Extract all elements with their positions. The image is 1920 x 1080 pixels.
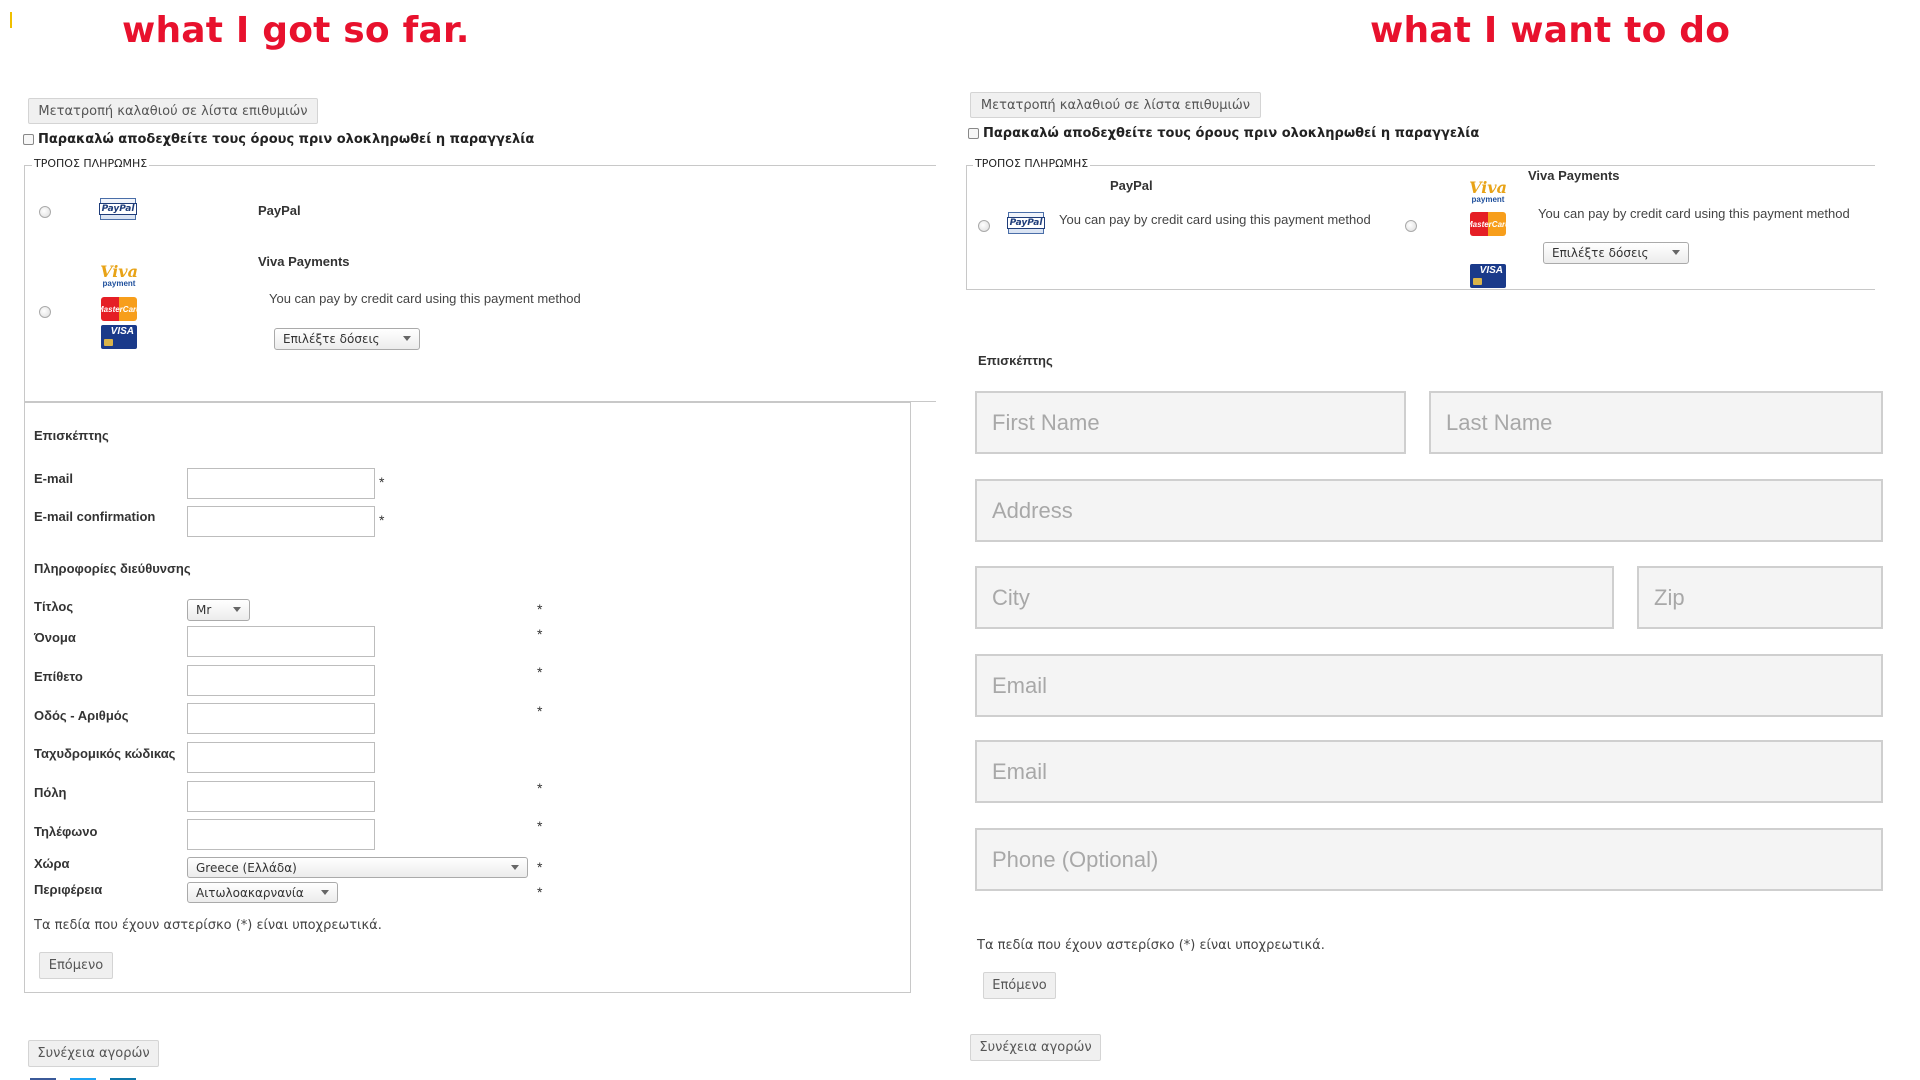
street-label: Οδός - Αριθμός bbox=[34, 708, 129, 723]
first-name-label: Όνομα bbox=[34, 630, 76, 645]
paypal-icon: PayPal bbox=[100, 198, 136, 220]
guest-form-box bbox=[24, 402, 911, 993]
email-required-star: * bbox=[379, 474, 385, 490]
email-label: E-mail bbox=[34, 471, 74, 486]
address-info-title: Πληροφορίες διεύθυνσης bbox=[34, 561, 191, 576]
phone-field[interactable] bbox=[975, 828, 1883, 891]
paypal-radio-desired[interactable] bbox=[978, 220, 990, 232]
postal-code-input[interactable] bbox=[187, 742, 375, 773]
payment-legend: ΤΡΟΠΟΣ ΠΛΗΡΩΜΗΣ bbox=[34, 157, 148, 170]
city-required-star: * bbox=[537, 780, 543, 796]
viva-name: Viva Payments bbox=[258, 254, 350, 269]
viva-payments-icon: Viva payment bbox=[100, 261, 138, 288]
email-confirm-label: E-mail confirmation bbox=[34, 509, 156, 524]
terms-label-desired: Παρακαλώ αποδεχθείτε τους όρους πριν ολοκληρωθεί η παραγγελία bbox=[983, 126, 1480, 141]
region-required-star: * bbox=[537, 884, 543, 900]
mastercard-icon-desired: MasterCard bbox=[1470, 212, 1506, 236]
paypal-name: PayPal bbox=[258, 203, 301, 218]
payment-fieldset-top-desired bbox=[966, 165, 1875, 166]
last-name-input[interactable] bbox=[187, 665, 375, 696]
wishlist-button[interactable]: Μετατροπή καλαθιού σε λίστα επιθυμιών bbox=[28, 98, 318, 124]
country-label: Χώρα bbox=[34, 856, 70, 871]
last-name-required-star: * bbox=[537, 664, 543, 680]
phone-input[interactable] bbox=[187, 819, 375, 850]
viva-payments-icon-desired: Viva payment bbox=[1469, 177, 1507, 204]
next-button[interactable]: Επόμενο bbox=[39, 952, 113, 979]
payment-legend-desired: ΤΡΟΠΟΣ ΠΛΗΡΩΜΗΣ bbox=[975, 157, 1089, 170]
required-note: Τα πεδία που έχουν αστερίσκο (*) είναι υποχρεωτικά. bbox=[34, 918, 382, 933]
visa-icon-desired: VISA bbox=[1470, 264, 1506, 288]
chevron-down-icon bbox=[403, 336, 411, 341]
first-name-field[interactable] bbox=[975, 391, 1406, 454]
city-label: Πόλη bbox=[34, 785, 67, 800]
chevron-down-icon bbox=[321, 890, 329, 895]
continue-shopping-button-desired[interactable]: Συνέχεια αγορών bbox=[970, 1034, 1101, 1061]
street-input[interactable] bbox=[187, 703, 375, 734]
email-confirm-field[interactable] bbox=[975, 740, 1883, 803]
guest-title-desired: Επισκέπτης bbox=[978, 353, 1053, 368]
email-confirm-input[interactable] bbox=[187, 506, 375, 537]
region-label: Περιφέρεια bbox=[34, 882, 103, 897]
payment-fieldset-left-desired bbox=[966, 165, 967, 290]
viva-description: You can pay by credit card using this payment method bbox=[269, 291, 581, 306]
last-name-label: Επίθετο bbox=[34, 669, 83, 684]
address-field[interactable] bbox=[975, 479, 1883, 542]
region-select[interactable]: Αιτωλοακαρνανία bbox=[187, 882, 338, 903]
paypal-description-desired: You can pay by credit card using this payment method bbox=[1059, 212, 1371, 227]
chevron-down-icon bbox=[511, 865, 519, 870]
first-name-input[interactable] bbox=[187, 626, 375, 657]
last-name-field[interactable] bbox=[1429, 391, 1883, 454]
chevron-down-icon bbox=[233, 607, 241, 612]
viva-name-desired: Viva Payments bbox=[1528, 168, 1620, 183]
zip-field[interactable] bbox=[1637, 566, 1883, 629]
text-cursor-mark bbox=[10, 12, 12, 28]
visa-icon: VISA bbox=[101, 325, 137, 349]
viva-description-desired: You can pay by credit card using this payment method bbox=[1538, 206, 1850, 221]
terms-checkbox[interactable] bbox=[23, 134, 34, 145]
paypal-name-desired: PayPal bbox=[1110, 178, 1153, 193]
city-field[interactable] bbox=[975, 566, 1614, 629]
street-required-star: * bbox=[537, 703, 543, 719]
title-label: Τίτλος bbox=[34, 599, 74, 614]
country-required-star: * bbox=[537, 859, 543, 875]
installments-select-desired[interactable]: Επιλέξτε δόσεις bbox=[1543, 242, 1689, 264]
title-select[interactable]: Mr bbox=[187, 599, 250, 621]
installments-select[interactable]: Επιλέξτε δόσεις bbox=[274, 328, 420, 350]
city-input[interactable] bbox=[187, 781, 375, 812]
terms-label: Παρακαλώ αποδεχθείτε τους όρους πριν ολοκληρωθεί η παραγγελία bbox=[38, 132, 535, 147]
right-heading: what I want to do bbox=[1370, 10, 1731, 51]
paypal-radio[interactable] bbox=[39, 206, 51, 218]
email-input[interactable] bbox=[187, 468, 375, 499]
title-required-star: * bbox=[537, 601, 543, 617]
email-field[interactable] bbox=[975, 654, 1883, 717]
country-select[interactable]: Greece (Ελλάδα) bbox=[187, 857, 528, 878]
email-confirm-required-star: * bbox=[379, 512, 385, 528]
required-note-desired: Τα πεδία που έχουν αστερίσκο (*) είναι υποχρεωτικά. bbox=[977, 938, 1325, 953]
phone-label: Τηλέφωνο bbox=[34, 824, 98, 839]
viva-radio[interactable] bbox=[39, 306, 51, 318]
left-heading: what I got so far. bbox=[122, 10, 470, 51]
payment-fieldset-bottom-desired bbox=[966, 289, 1875, 290]
guest-title: Επισκέπτης bbox=[34, 428, 109, 443]
wishlist-button-desired[interactable]: Μετατροπή καλαθιού σε λίστα επιθυμιών bbox=[970, 92, 1261, 118]
next-button-desired[interactable]: Επόμενο bbox=[983, 972, 1056, 999]
chevron-down-icon bbox=[1672, 250, 1680, 255]
payment-fieldset-left bbox=[24, 165, 25, 402]
viva-radio-desired[interactable] bbox=[1405, 220, 1417, 232]
continue-shopping-button[interactable]: Συνέχεια αγορών bbox=[28, 1040, 159, 1067]
first-name-required-star: * bbox=[537, 626, 543, 642]
postal-code-label: Ταχυδρομικός κώδικας bbox=[34, 746, 176, 761]
paypal-icon-desired: PayPal bbox=[1008, 212, 1044, 234]
payment-fieldset-top bbox=[24, 165, 936, 166]
mastercard-icon: MasterCard bbox=[101, 297, 137, 321]
phone-required-star: * bbox=[537, 818, 543, 834]
terms-checkbox-desired[interactable] bbox=[968, 128, 979, 139]
